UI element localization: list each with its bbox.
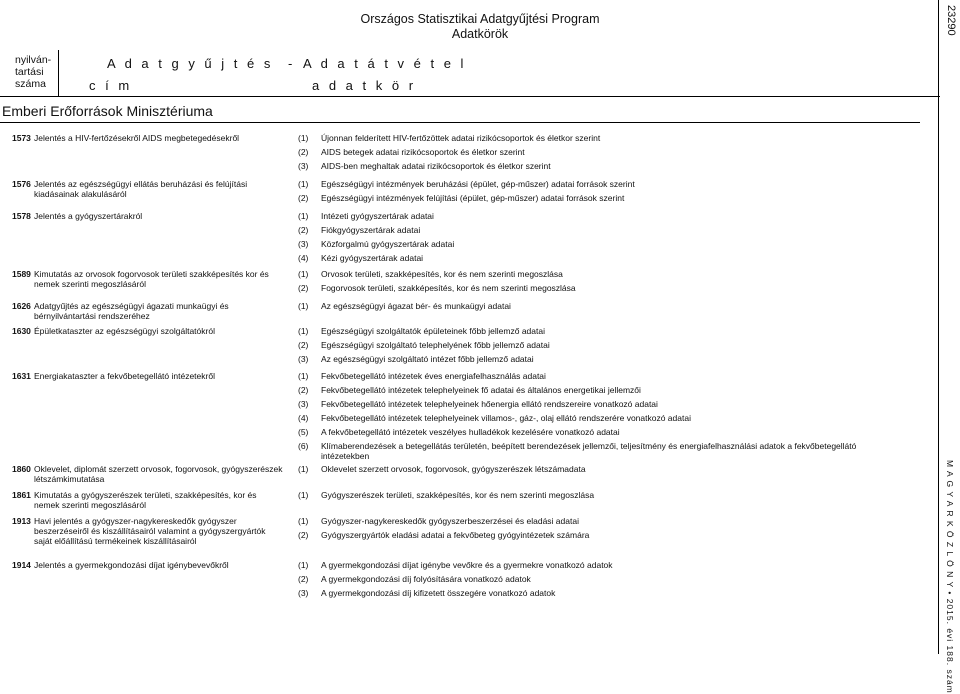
row-title: Jelentés az egészségügyi ellátás beruházási és felújítási kiadásainak alakulásáról [34, 179, 248, 199]
dataset-number: (2) [298, 340, 309, 350]
row-datasets [290, 464, 910, 478]
dataset-number: (4) [298, 413, 309, 423]
row-code: 1914 [12, 560, 31, 570]
dataset-item [290, 133, 910, 147]
dataset-text: A gyermekgondozási díjat igénybe vevőkre és a gyermekre vonatkozó adatok [321, 560, 613, 570]
header-divider [58, 50, 60, 96]
dataset-item [290, 225, 910, 239]
dataset-text: Oklevelet szerzett orvosok, fogorvosok, gyógyszerészek létszámadata [321, 464, 586, 474]
row-code: 1578 [12, 211, 31, 221]
dataset-item [290, 301, 910, 315]
dataset-item [290, 147, 910, 161]
dataset-number: (1) [298, 326, 309, 336]
dataset-number: (3) [298, 588, 309, 598]
dataset-item [290, 516, 910, 530]
dataset-text: Intézeti gyógyszertárak adatai [321, 211, 434, 221]
dataset-item [290, 193, 910, 207]
dataset-number: (3) [298, 239, 309, 249]
row-title: Havi jelentés a gyógyszer-nagykereskedők gyógyszer beszerzéseiről és kiszállításairól valamint a gyógyszergyártók saját előállítású termékeinek kiszállításairól [34, 516, 266, 546]
dataset-number: (1) [298, 133, 309, 143]
col-adatgyujtes-header: A d a t g y ű j t é s [107, 56, 274, 71]
dataset-number: (4) [298, 253, 309, 263]
dataset-item [290, 354, 910, 368]
dataset-number: (1) [298, 490, 309, 500]
dataset-text: Fekvőbetegellátó intézetek telephelyeinek villamos-, gáz-, olaj ellátó rendszerére vonatkozó adatai [321, 413, 691, 423]
dataset-item [290, 530, 910, 544]
row-code: 1860 [12, 464, 31, 474]
row-code: 1631 [12, 371, 31, 381]
dataset-text: Fogorvosok területi, szakképesítés, kor és nem szerinti megoszlása [321, 283, 576, 293]
dataset-item [290, 179, 910, 193]
page-title: Országos Statisztikai Adatgyűjtési Program [360, 12, 600, 26]
row-title: Adatgyűjtés az egészségügyi ágazati munkaügyi és bérnyilvántartási rendszeréhez [34, 301, 229, 321]
dataset-number: (1) [298, 301, 309, 311]
dataset-number: (3) [298, 161, 309, 171]
dataset-text: Fekvőbetegellátó intézetek telephelyeinek fő adatai és általános energetikai jellemzői [321, 385, 641, 395]
row-code: 1573 [12, 133, 31, 143]
dataset-text: A fekvőbetegellátó intézetek veszélyes hulladékok kezelésére vonatkozó adatai [321, 427, 620, 437]
row-datasets [290, 326, 910, 368]
dataset-item [290, 340, 910, 354]
dataset-item [290, 413, 910, 427]
sidebar-journal-title: M A G Y A R K Ö Z L Ö N Y • 2015. évi 188. szám [945, 460, 955, 694]
dataset-item [290, 441, 910, 465]
dataset-text: Egészségügyi szolgáltatók épületeinek főbb jellemző adatai [321, 326, 545, 336]
dataset-text: Egészségügyi intézmények felújítási (épület, gép-műszer) adatai források szerint [321, 193, 625, 203]
page-number: 23290 [945, 5, 957, 36]
dataset-number: (2) [298, 147, 309, 157]
dataset-text: Az egészségügyi ágazat bér- és munkaügyi adatai [321, 301, 511, 311]
sidebar-rule [938, 0, 939, 654]
dataset-number: (1) [298, 179, 309, 189]
row-datasets [290, 133, 910, 175]
dataset-number: (3) [298, 399, 309, 409]
dataset-number: (2) [298, 574, 309, 584]
dataset-number: (3) [298, 354, 309, 364]
row-title: Jelentés a gyógyszertárakról [34, 211, 143, 221]
row-datasets [290, 371, 910, 465]
row-code: 1630 [12, 326, 31, 336]
dataset-item [290, 490, 910, 504]
row-datasets [290, 301, 910, 315]
row-title: Jelentés a gyermekgondozási díjat igénybevevőkről [34, 560, 229, 570]
dataset-item [290, 269, 910, 283]
dataset-item [290, 211, 910, 225]
row-datasets [290, 516, 910, 544]
dataset-item [290, 427, 910, 441]
dataset-item [290, 253, 910, 267]
dataset-number: (2) [298, 385, 309, 395]
col-nyilv-line1: nyilván- [15, 54, 52, 66]
dataset-text: Fiókgyógyszertárak adatai [321, 225, 421, 235]
dataset-item [290, 588, 910, 602]
dataset-item [290, 239, 910, 253]
col-nyilv-line2: tartási [15, 66, 44, 78]
dataset-item [290, 371, 910, 385]
ministry-heading: Emberi Erőforrások Minisztériuma [2, 103, 213, 119]
col-adatatvetel-header: A d a t á t v é t e l [303, 56, 467, 71]
dataset-item [290, 399, 910, 413]
dataset-number: (2) [298, 283, 309, 293]
col-adatkor-header: a d a t k ö r [312, 78, 417, 93]
row-title: Oklevelet, diplomát szerzett orvosok, fogorvosok, gyógyszerészek létszámkimutatása [34, 464, 283, 484]
row-datasets [290, 211, 910, 267]
page-subtitle: Adatkörök [451, 27, 509, 41]
dataset-text: Orvosok területi, szakképesítés, kor és nem szerinti megoszlása [321, 269, 563, 279]
dataset-text: Egészségügyi intézmények beruházási (épület, gép-műszer) adatai források szerint [321, 179, 635, 189]
row-datasets [290, 560, 910, 602]
row-code: 1576 [12, 179, 31, 189]
row-code: 1913 [12, 516, 31, 526]
dataset-item [290, 326, 910, 340]
row-title: Jelentés a HIV-fertőzésekről AIDS megbetegedésekről [34, 133, 240, 143]
row-datasets [290, 490, 910, 504]
dataset-text: Kézi gyógyszertárak adatai [321, 253, 424, 263]
dataset-text: Klímaberendezések a betegellátás területén, beépített berendezések jellemzői, teljesítmény és energiafelhasználási adatok a fekvőbetegellátó intézetekben [321, 441, 857, 461]
dataset-item [290, 161, 910, 175]
dataset-text: AIDS-ben meghaltak adatai rizikócsoportok és életkor szerint [321, 161, 551, 171]
col-dash: - [288, 56, 296, 71]
dataset-number: (6) [298, 441, 309, 451]
dataset-text: Közforgalmú gyógyszertárak adatai [321, 239, 455, 249]
dataset-number: (1) [298, 464, 309, 474]
row-code: 1861 [12, 490, 31, 500]
row-code: 1626 [12, 301, 31, 311]
dataset-text: Újonnan felderített HIV-fertőzöttek adatai rizikócsoportok és életkor szerint [321, 133, 601, 143]
dataset-item [290, 560, 910, 574]
row-title: Épületkataszter az egészségügyi szolgáltatókról [34, 326, 215, 336]
col-cim-header: c í m [89, 78, 133, 93]
dataset-item [290, 385, 910, 399]
dataset-number: (2) [298, 530, 309, 540]
dataset-text: Fekvőbetegellátó intézetek telephelyeinek hőenergia ellátó rendszereire vonatkozó adatai [321, 399, 658, 409]
dataset-item [290, 574, 910, 588]
dataset-number: (2) [298, 225, 309, 235]
row-code: 1589 [12, 269, 31, 279]
header-rule [0, 96, 940, 97]
row-title: Energiakataszter a fekvőbetegellátó intézetekről [34, 371, 215, 381]
ministry-rule [0, 122, 920, 123]
dataset-number: (1) [298, 269, 309, 279]
dataset-number: (1) [298, 560, 309, 570]
dataset-number: (2) [298, 193, 309, 203]
dataset-number: (1) [298, 371, 309, 381]
dataset-text: Gyógyszerészek területi, szakképesítés, kor és nem szerinti megoszlása [321, 490, 595, 500]
dataset-item [290, 464, 910, 478]
dataset-number: (5) [298, 427, 309, 437]
dataset-text: Egészségügyi szolgáltató telephelyének főbb jellemző adatai [321, 340, 550, 350]
dataset-text: AIDS betegek adatai rizikócsoportok és életkor szerint [321, 147, 525, 157]
dataset-item [290, 283, 910, 297]
col-nyilv-line3: száma [15, 78, 46, 90]
dataset-text: A gyermekgondozási díj kifizetett összegére vonatkozó adatok [321, 588, 556, 598]
row-title: Kimutatás a gyógyszerészek területi, szakképesítés, kor és nemek szerinti megoszlásáról [34, 490, 257, 510]
dataset-text: Gyógyszer-nagykereskedők gyógyszerbeszerzései és eladási adatai [321, 516, 579, 526]
dataset-text: Fekvőbetegellátó intézetek éves energiafelhasználás adatai [321, 371, 546, 381]
dataset-number: (1) [298, 211, 309, 221]
row-title: Kimutatás az orvosok fogorvosok területi szakképesítés kor és nemek szerinti megoszlásáról [34, 269, 269, 289]
dataset-text: A gyermekgondozási díj folyósítására vonatkozó adatok [321, 574, 531, 584]
row-datasets [290, 269, 910, 297]
dataset-text: Az egészségügyi szolgáltató intézet főbb jellemző adatai [321, 354, 534, 364]
row-datasets [290, 179, 910, 207]
dataset-number: (1) [298, 516, 309, 526]
dataset-text: Gyógyszergyártók eladási adatai a fekvőbeteg gyógyintézetek számára [321, 530, 590, 540]
